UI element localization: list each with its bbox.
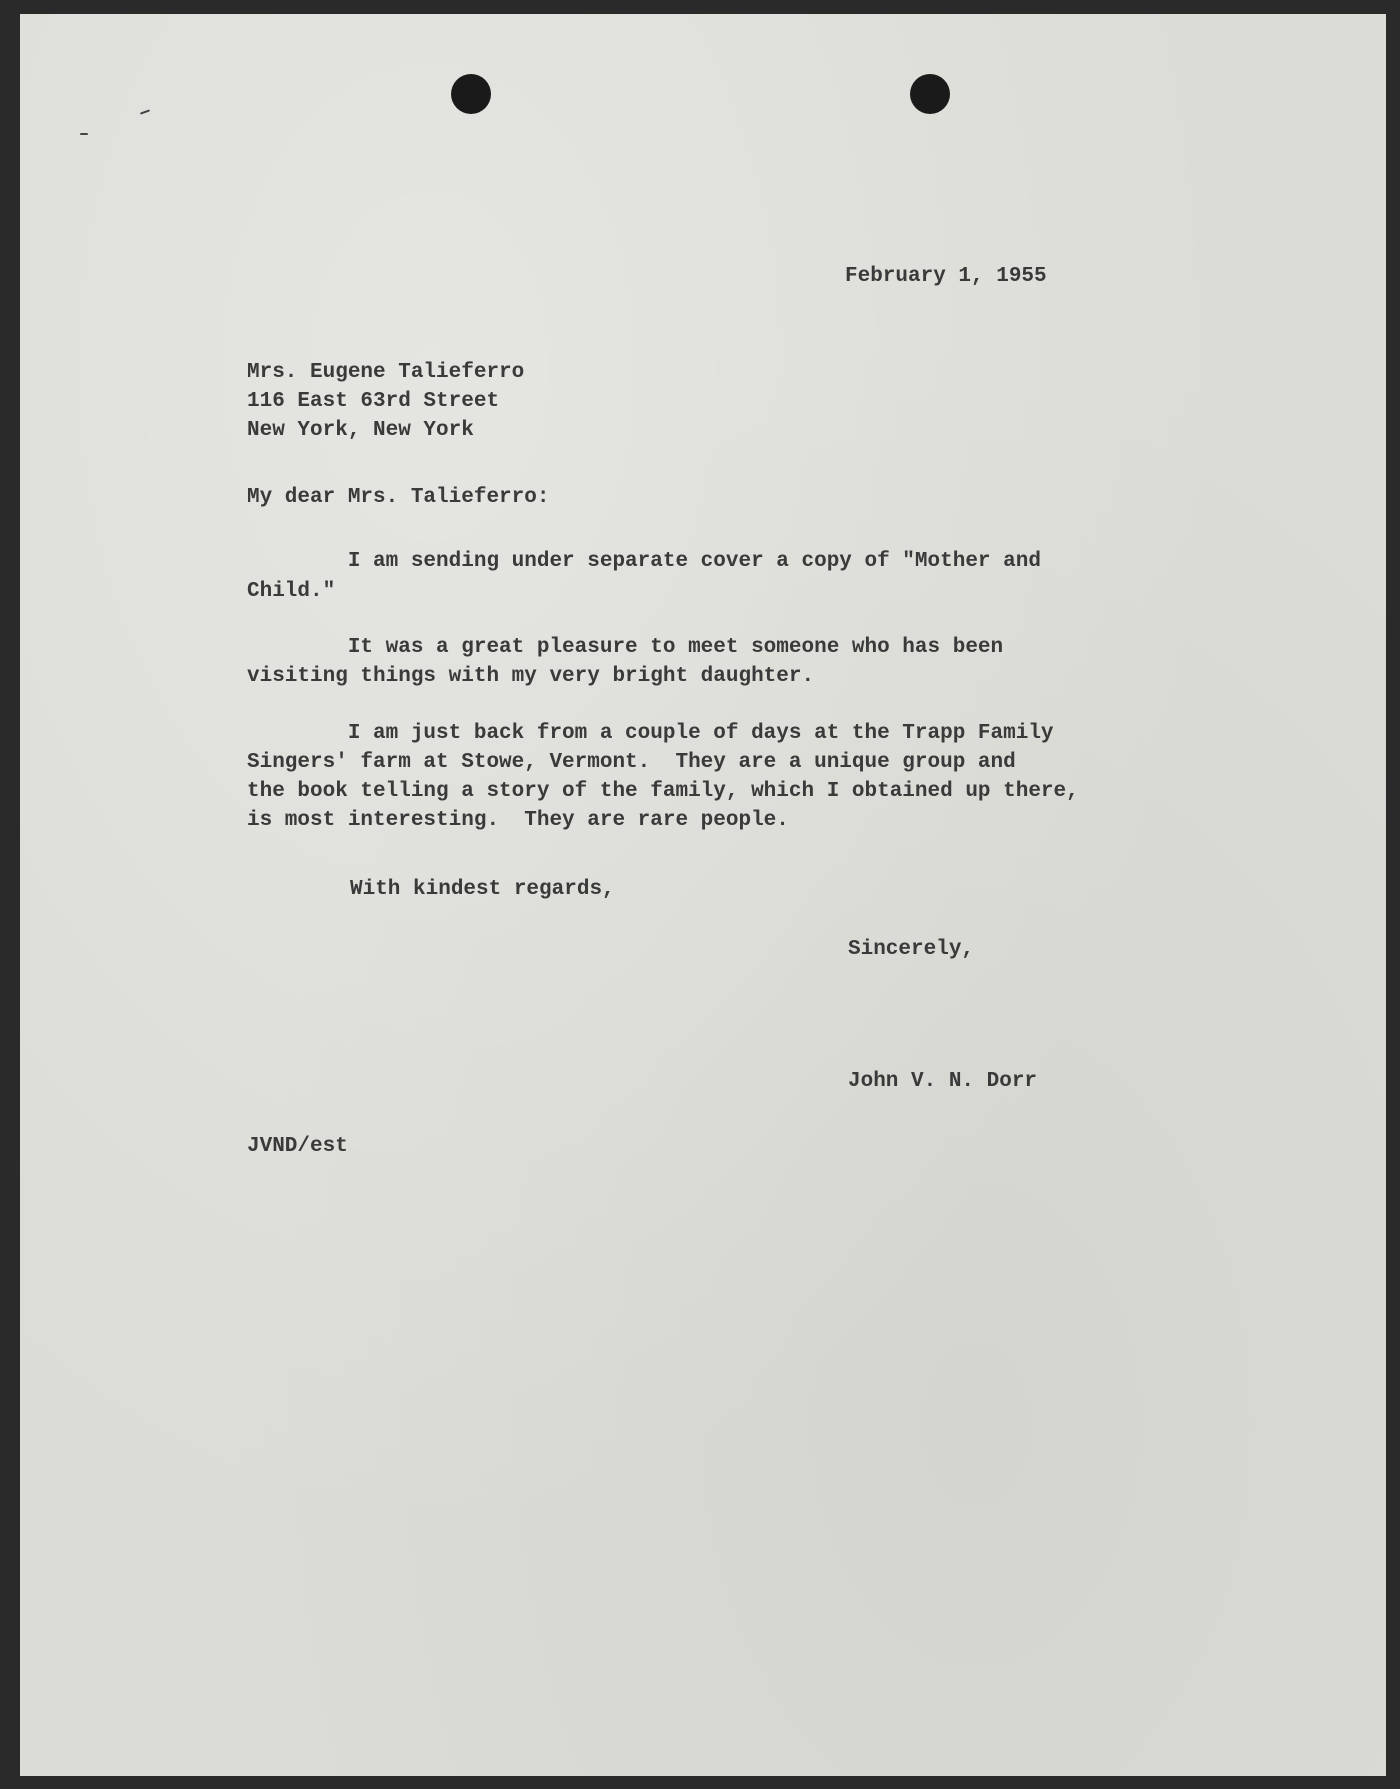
paragraph-line: I am just back from a couple of days at the Trapp Family [247, 722, 1054, 745]
signer-name: John V. N. Dorr [848, 1070, 1038, 1093]
paragraph-line: is most interesting. They are rare people. [247, 809, 789, 832]
complimentary-closing: Sincerely, [848, 938, 975, 961]
paragraph-line: Singers' farm at Stowe, Vermont. They are a unique group and [247, 751, 1016, 774]
paragraph-line: I am sending under separate cover a copy of "Mother and [247, 550, 1041, 573]
paper-speck [140, 109, 150, 114]
letter-sheet [20, 14, 1386, 1776]
paragraph-line: Child." [247, 580, 336, 603]
reference-initials: JVND/est [247, 1135, 348, 1158]
paragraph-line: visiting things with my very bright daughter. [247, 665, 815, 688]
punch-hole-left [451, 74, 491, 114]
recipient-city: New York, New York [247, 419, 474, 442]
salutation: My dear Mrs. Talieferro: [247, 486, 550, 509]
regards-line: With kindest regards, [350, 878, 615, 901]
recipient-name: Mrs. Eugene Talieferro [247, 361, 525, 384]
paragraph-line: It was a great pleasure to meet someone who has been [247, 636, 1004, 659]
punch-hole-right [910, 74, 950, 114]
paragraph-line: the book telling a story of the family, which I obtained up there, [247, 780, 1079, 803]
letter-date: February 1, 1955 [845, 265, 1047, 288]
recipient-street: 116 East 63rd Street [247, 390, 500, 413]
paper-speck [80, 133, 88, 135]
